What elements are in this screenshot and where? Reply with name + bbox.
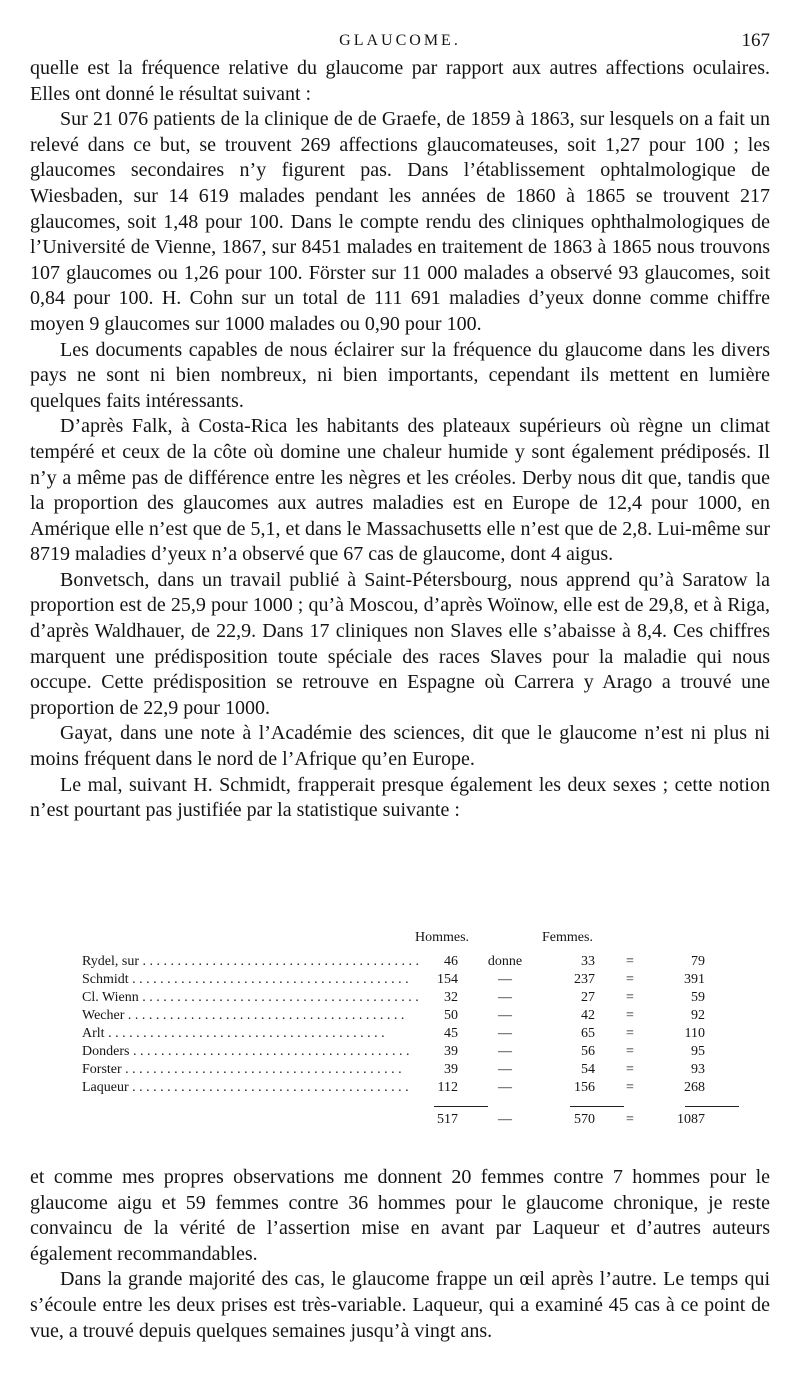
row-equals: =: [626, 1080, 634, 1095]
row-separator: donne: [487, 954, 523, 969]
paragraph-continuation: quelle est la fréquence relative du glaucome par rapport aux autres affections oculaires. Elles ont donné le résultat suivant :: [30, 57, 770, 105]
paragraph-falk-derby: D’après Falk, à Costa-Rica les habitants des plateaux supérieurs où règne un climat tempéré et ceux de la côte où domine une chaleur humide y sont également prédiposés. Il n’y a même pas de différence entre les nègres et les créoles. Derby nous dit que, tandis que la proportion des glaucomes aux autres maladies est en Europe de 12,4 pour 1000, en Amérique elle n’est que de 5,1, et dans le Massachusetts elle n’est que de 2,8. Lui-même sur 8719 maladies d’yeux n’a observé que 67 cas de glaucome, dont 4 aigus.: [30, 415, 770, 566]
body-text-bottom: [30, 1165, 770, 1344]
row-hommes: 46: [444, 954, 458, 969]
row-hommes: 112: [437, 1080, 458, 1095]
paragraph-country-documents: Les documents capables de nous éclairer sur la fréquence du glaucome dans les divers pays ne sont ni bien nombreux, ni bien importants, cependant ils mettent en lumière quelques faits intéressants.: [30, 338, 770, 412]
row-femmes: 156: [574, 1080, 595, 1095]
row-separator: —: [498, 1008, 512, 1023]
row-total: 268: [684, 1080, 705, 1095]
page-number: 167: [741, 30, 770, 51]
book-page: [30, 30, 770, 824]
totals-rule-total: [685, 1106, 739, 1107]
row-equals: =: [626, 1026, 634, 1041]
row-equals: =: [626, 990, 634, 1005]
row-total: 391: [684, 972, 705, 987]
paragraph-gayat: Gayat, dans une note à l’Académie des sciences, dit que le glaucome n’est ni plus ni moins fréquent dans le nord de l’Afrique qu’en Europe.: [30, 722, 770, 771]
totals-rule-femmes: [570, 1106, 624, 1107]
row-femmes: 33: [581, 954, 595, 969]
table-row: [30, 1008, 770, 1026]
row-author: Donders . . .: [82, 1044, 442, 1060]
table-row: [30, 954, 770, 972]
row-author: Rydel, sur . . .: [82, 954, 442, 970]
row-separator: —: [498, 1026, 512, 1041]
row-author: Forster . . .: [82, 1062, 442, 1078]
paragraph-clinic-statistics: Sur 21 076 patients de la clinique de de Graefe, de 1859 à 1863, sur lesquels on a fait un relevé dans ce but, se trouvent 269 affections glaucomateuses, soit 1,27 pour 100 ; les glaucomes secondaires n’y figurent pas. Dans l’établissement ophtalmologique de Wiesbaden, sur 14 619 malades pendant les années de 1860 à 1865 se trouvent 217 glaucomes, soit 1,48 pour 100. Dans le compte rendu des cliniques ophthalmologiques de l’Université de Vienne, 1867, sur 8451 malades en traitement de 1863 à 1865 nous trouvons 107 glaucomes ou 1,26 pour 100. Förster sur 11 000 malades a observé 93 glaucomes, soit 0,84 pour 100. H. Cohn sur un total de 111 691 maladies d’yeux donne comme chiffre moyen 9 glaucomes sur 1000 malades ou 0,90 pour 100.: [30, 108, 770, 335]
total-sum: 1087: [677, 1112, 705, 1127]
row-femmes: 54: [581, 1062, 595, 1077]
row-hommes: 32: [444, 990, 458, 1005]
row-total: 92: [691, 1008, 705, 1023]
row-equals: =: [626, 1008, 634, 1023]
row-equals: =: [626, 1062, 634, 1077]
row-author: Laqueur . . .: [82, 1080, 442, 1096]
row-femmes: 27: [581, 990, 595, 1005]
running-title: GLAUCOME.: [339, 32, 461, 49]
row-separator: —: [498, 1062, 512, 1077]
row-hommes: 39: [444, 1044, 458, 1059]
total-equals: =: [626, 1112, 634, 1127]
row-equals: =: [626, 1044, 634, 1059]
total-femmes: 570: [574, 1112, 595, 1127]
row-femmes: 237: [574, 972, 595, 987]
total-separator: —: [498, 1112, 512, 1127]
row-femmes: 65: [581, 1026, 595, 1041]
totals-row: [30, 1112, 770, 1130]
row-separator: —: [498, 972, 512, 987]
row-separator: —: [498, 1044, 512, 1059]
row-hommes: 154: [437, 972, 458, 987]
row-hommes: 50: [444, 1008, 458, 1023]
table-row: [30, 1026, 770, 1044]
row-author: Arlt . . .: [82, 1026, 442, 1042]
row-femmes: 56: [581, 1044, 595, 1059]
row-hommes: 45: [444, 1026, 458, 1041]
body-text-top: [30, 56, 770, 824]
totals-rule-hommes: [434, 1106, 488, 1107]
row-separator: —: [498, 990, 512, 1005]
row-total: 110: [684, 1026, 705, 1041]
table-row: [30, 1080, 770, 1098]
row-total: 79: [691, 954, 705, 969]
paragraph-schmidt-sexes: Le mal, suivant H. Schmidt, frapperait presque également les deux sexes ; cette notion n’est pourtant pas justifiée par la statistique suivante :: [30, 773, 770, 822]
column-header-hommes: Hommes.: [415, 930, 470, 945]
row-equals: =: [626, 954, 634, 969]
row-author: Schmidt . . .: [82, 972, 442, 988]
row-femmes: 42: [581, 1008, 595, 1023]
row-total: 95: [691, 1044, 705, 1059]
paragraph-one-eye-after-other: Dans la grande majorité des cas, le glaucome frappe un œil après l’autre. Le temps qui s’écoule entre les deux prises est très-variable. Laqueur, qui a examiné 45 cas à ce point de vue, a trouvé depuis quelques semaines jusqu’à vingt ans.: [30, 1268, 770, 1342]
row-total: 59: [691, 990, 705, 1005]
statistics-table: [30, 930, 770, 1130]
column-header-femmes: Femmes.: [542, 930, 593, 945]
paragraph-own-observations: et comme mes propres observations me donnent 20 femmes contre 7 hommes pour le glaucome aigu et 59 femmes contre 36 hommes pour le glaucome chronique, je reste convaincu de la vérité de l’assertion mise en avant par Laqueur et d’autres auteurs également recommandables.: [30, 1166, 770, 1265]
row-separator: —: [498, 1080, 512, 1095]
paragraph-bonvetsch: Bonvetsch, dans un travail publié à Saint-Pétersbourg, nous apprend qu’à Saratow la proportion est de 25,9 pour 1000 ; qu’à Moscou, d’après Woïnow, elle est de 29,8, et à Riga, d’après Waldhauer, de 22,9. Dans 17 cliniques non Slaves elle s’abaisse à 8,4. Ces chiffres marquent une prédisposition toute spéciale des races Slaves pour la maladie qui nous occupe. Cette prédisposition se retrouve en Espagne où Carrera y Arago a trouvé une proportion de 22,9 pour 1000.: [30, 568, 770, 719]
table-row: [30, 1062, 770, 1080]
row-equals: =: [626, 972, 634, 987]
row-total: 93: [691, 1062, 705, 1077]
table-row: [30, 1044, 770, 1062]
table-row: [30, 972, 770, 990]
row-author: Cl. Wienn . . .: [82, 990, 442, 1006]
table-row: [30, 990, 770, 1008]
row-hommes: 39: [444, 1062, 458, 1077]
total-hommes: 517: [437, 1112, 458, 1127]
row-author: Wecher . . .: [82, 1008, 442, 1024]
page-header: [30, 30, 770, 56]
